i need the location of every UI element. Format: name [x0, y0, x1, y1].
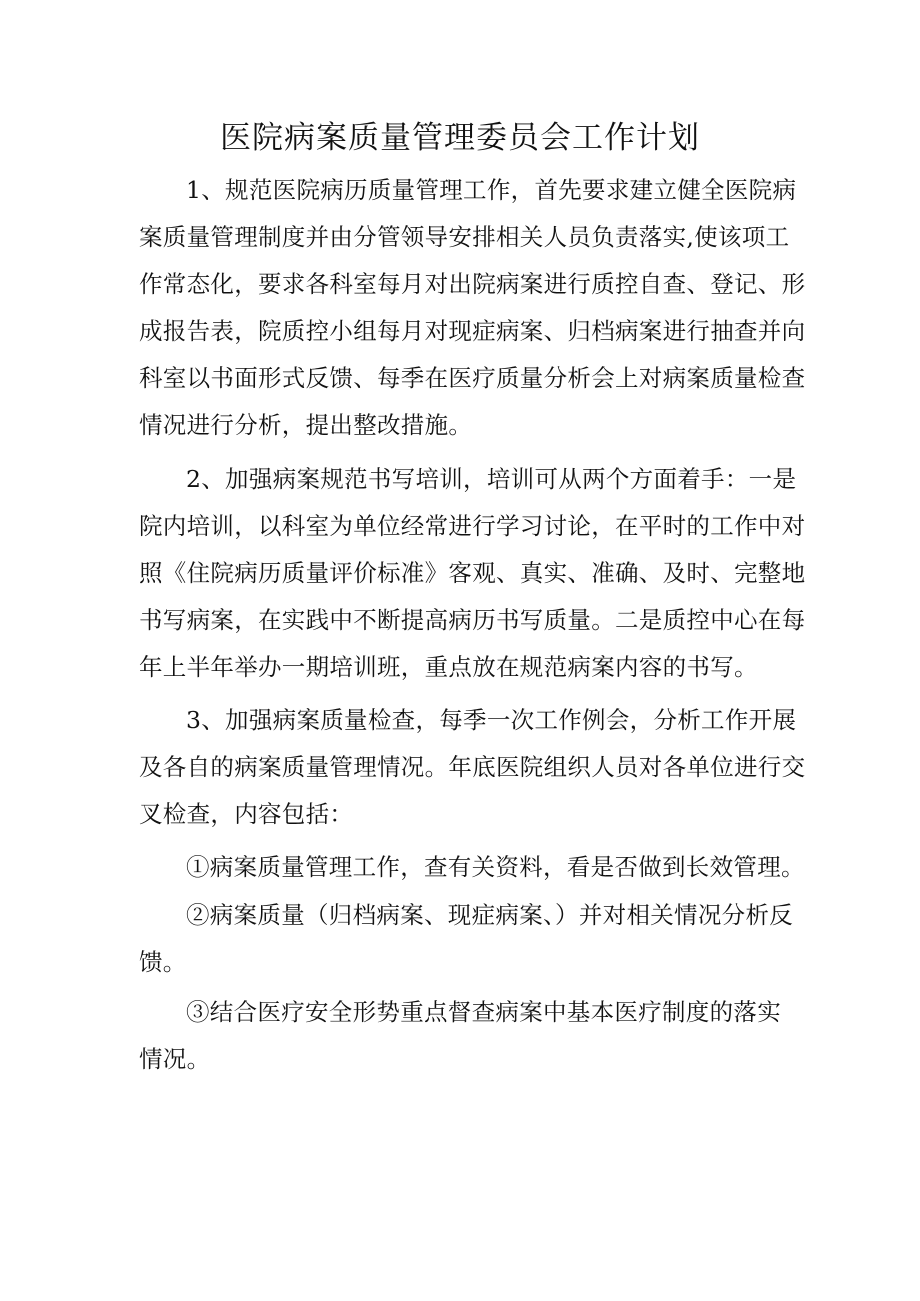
document-title: 医院病案质量管理委员会工作计划	[220, 120, 700, 156]
paragraph-3-line-2: 及各自的病案质量管理情况。年底医院组织人员对各单位进行交	[139, 753, 806, 781]
paragraph-1-line-2: 案质量管理制度并由分管领导安排相关人员负责落实,使该项工	[139, 223, 790, 251]
paragraph-1-line-4: 成报告表，院质控小组每月对现症病案、归档病案进行抽查并向	[139, 317, 806, 345]
paragraph-1-line-6: 情况进行分析，提出整改措施。	[139, 411, 473, 439]
list-item-2-line-2: 馈。	[139, 948, 187, 976]
paragraph-1-line-5: 科室以书面形式反馈、每季在医疗质量分析会上对病案质量检查	[139, 364, 806, 392]
list-item-2-line-1: ②病案质量（归档病案、现症病案、）并对相关情况分析反	[186, 901, 794, 929]
list-item-1: ①病案质量管理工作，查有关资料，看是否做到长效管理。	[186, 853, 805, 881]
list-item-3-line-2: 情况。	[139, 1045, 211, 1073]
paragraph-2-line-4: 书写病案，在实践中不断提高病历书写质量。二是质控中心在每	[139, 606, 806, 634]
paragraph-2-line-2: 院内培训，以科室为单位经常进行学习讨论，在平时的工作中对	[139, 512, 806, 540]
paragraph-1-line-1: 1、规范医院病历质量管理工作，首先要求建立健全医院病	[186, 176, 797, 204]
list-item-3-line-1: ③结合医疗安全形势重点督查病案中基本医疗制度的落实	[186, 998, 781, 1026]
paragraph-2-line-1: 2、加强病案规范书写培训，培训可从两个方面着手：一是	[186, 465, 797, 493]
paragraph-1-line-3: 作常态化，要求各科室每月对出院病案进行质控自查、登记、形	[139, 270, 806, 298]
paragraph-2-line-5: 年上半年举办一期培训班，重点放在规范病案内容的书写。	[139, 653, 758, 681]
paragraph-3-line-3: 叉检查，内容包括：	[139, 800, 354, 828]
paragraph-2-line-3: 照《住院病历质量评价标准》客观、真实、准确、及时、完整地	[139, 559, 806, 587]
paragraph-3-line-1: 3、加强病案质量检查，每季一次工作例会，分析工作开展	[186, 706, 797, 734]
